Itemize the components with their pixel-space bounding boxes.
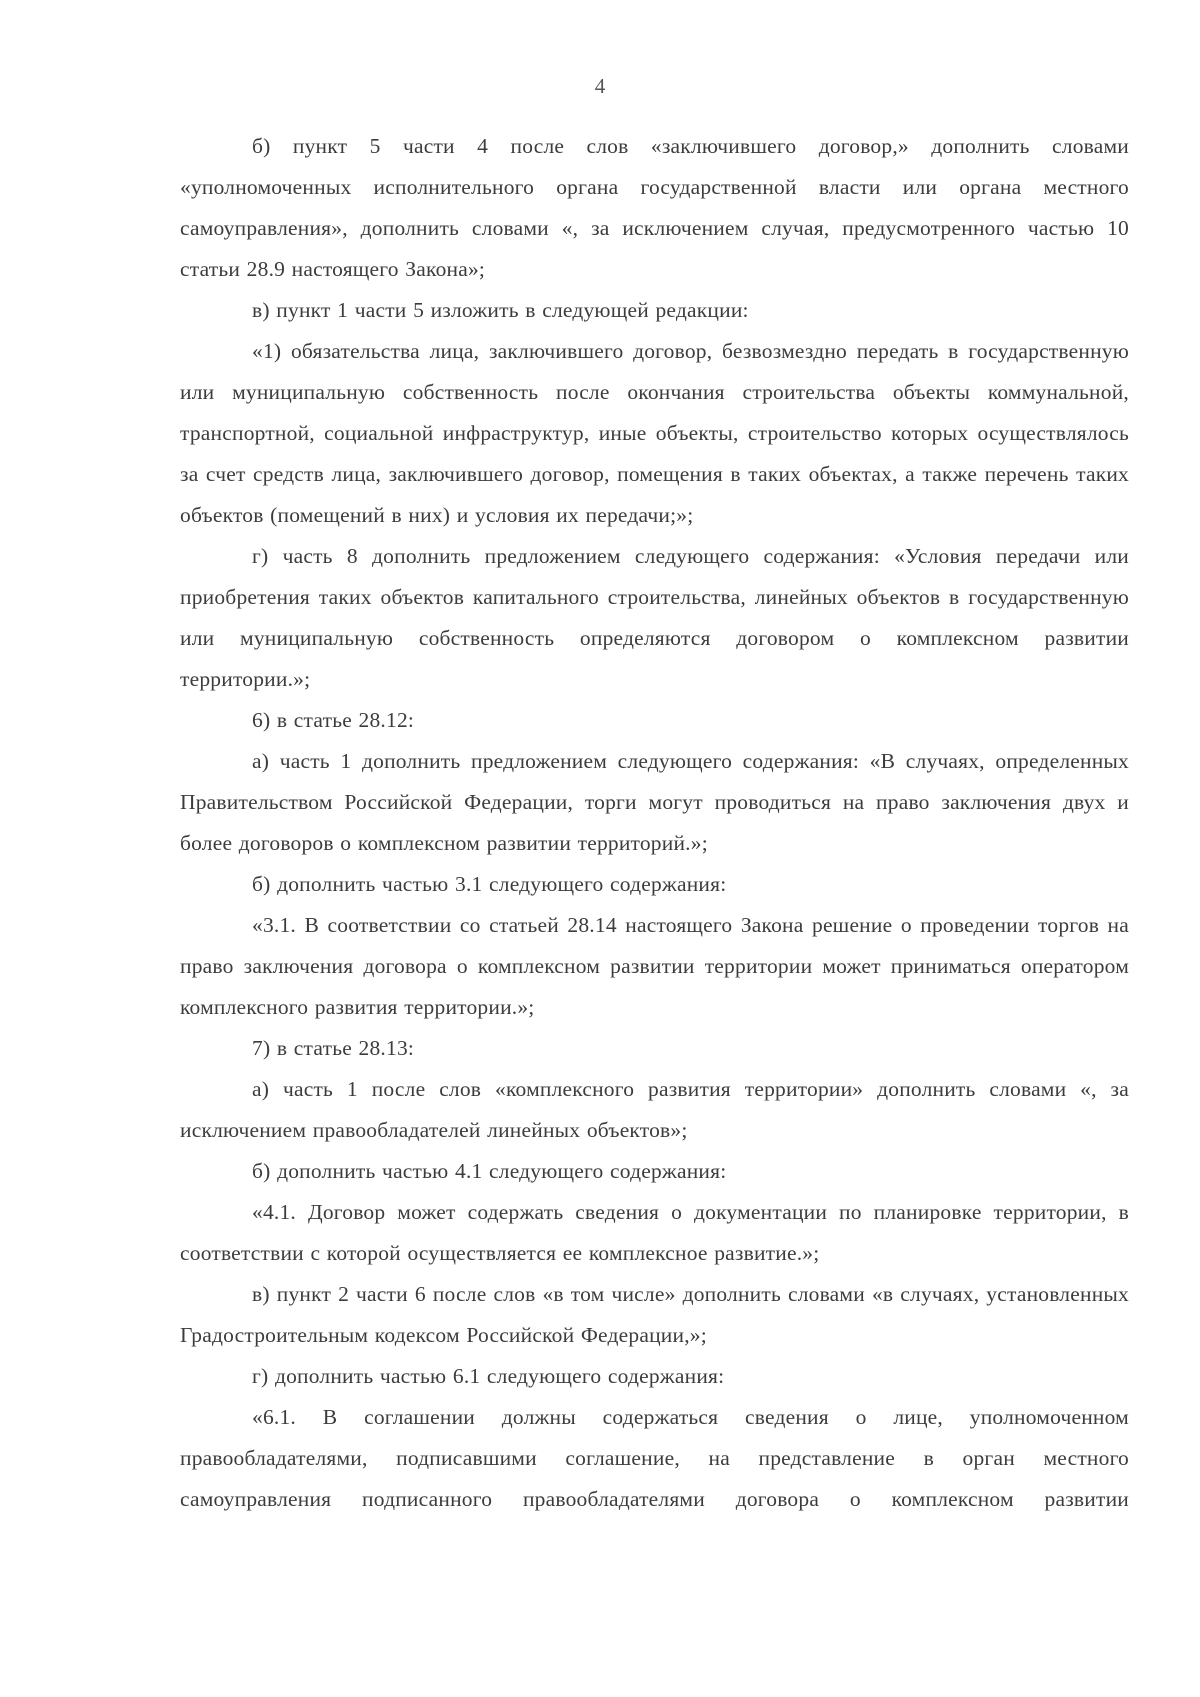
paragraph-quote-item1-obligations: «1) обязательства лица, заключившего договор, безвозмездно передать в государственную или муниципальную собственность после окончания строительства объекты коммунальной, транспортной, социальной инфраструктур, иные объекты, строительство которых осуществлялось за счет средств лица, заключившего договор, помещения в таких объектах, а также перечень таких объектов (помещений в них) и условия их передачи;»; [180, 339, 1129, 527]
paragraph-b-item5-part4: б) пункт 5 части 4 после слов «заключившего договор,» дополнить словами «уполномоченных исполнительного органа государственной власти или органа местного самоуправления», дополнить словами «, за исключением случая, предусмотренного частью 10 статьи 28.9 настоящего Закона»; [180, 134, 1129, 281]
paragraph-a-part1-linear-objects: а) часть 1 после слов «комплексного развития территории» дополнить словами «, за исключением правообладателей линейных объектов»; [180, 1077, 1129, 1142]
paragraph-g-part6-1: г) дополнить частью 6.1 следующего содержания: [252, 1364, 725, 1388]
paragraph-6-article-28-12: 6) в статье 28.12: [252, 708, 415, 732]
paragraph-v-item2-part6: в) пункт 2 части 6 после слов «в том числе» дополнить словами «в случаях, установленных Градостроительным кодексом Российской Федерации,»; [180, 1282, 1129, 1347]
paragraph-b-part4-1: б) дополнить частью 4.1 следующего содержания: [252, 1159, 727, 1183]
paragraph-quote-4-1: «4.1. Договор может содержать сведения о документации по планировке территории, в соответствии с которой осуществляется ее комплексное развитие.»; [180, 1200, 1129, 1265]
paragraph-v-item1-part5: в) пункт 1 части 5 изложить в следующей редакции: [252, 298, 749, 322]
paragraph-quote-6-1: «6.1. В соглашении должны содержаться сведения о лице, уполномоченном правообладателями, подписавшими соглашение, на представление в орган местного самоуправления подписанного правообладателями договора о комплексном развитии [180, 1405, 1129, 1511]
paragraph-7-article-28-13: 7) в статье 28.13: [252, 1036, 415, 1060]
paragraph-g-part8: г) часть 8 дополнить предложением следующего содержания: «Условия передачи или приобретения таких объектов капитального строительства, линейных объектов в государственную или муниципальную собственность определяются договором о комплексном развитии территории.»; [180, 544, 1129, 691]
paragraph-b-part3-1: б) дополнить частью 3.1 следующего содержания: [252, 872, 727, 896]
paragraph-quote-3-1: «3.1. В соответствии со статьей 28.14 настоящего Закона решение о проведении торгов на право заключения договора о комплексном развитии территории может приниматься оператором комплексного развития территории.»; [180, 913, 1129, 1019]
paragraph-a-part1-auctions: а) часть 1 дополнить предложением следующего содержания: «В случаях, определенных Правительством Российской Федерации, торги могут проводиться на право заключения двух и более договоров о комплексном развитии территорий.»; [180, 749, 1129, 855]
page-number: 4 [594, 74, 606, 98]
document-body [180, 126, 1129, 1520]
